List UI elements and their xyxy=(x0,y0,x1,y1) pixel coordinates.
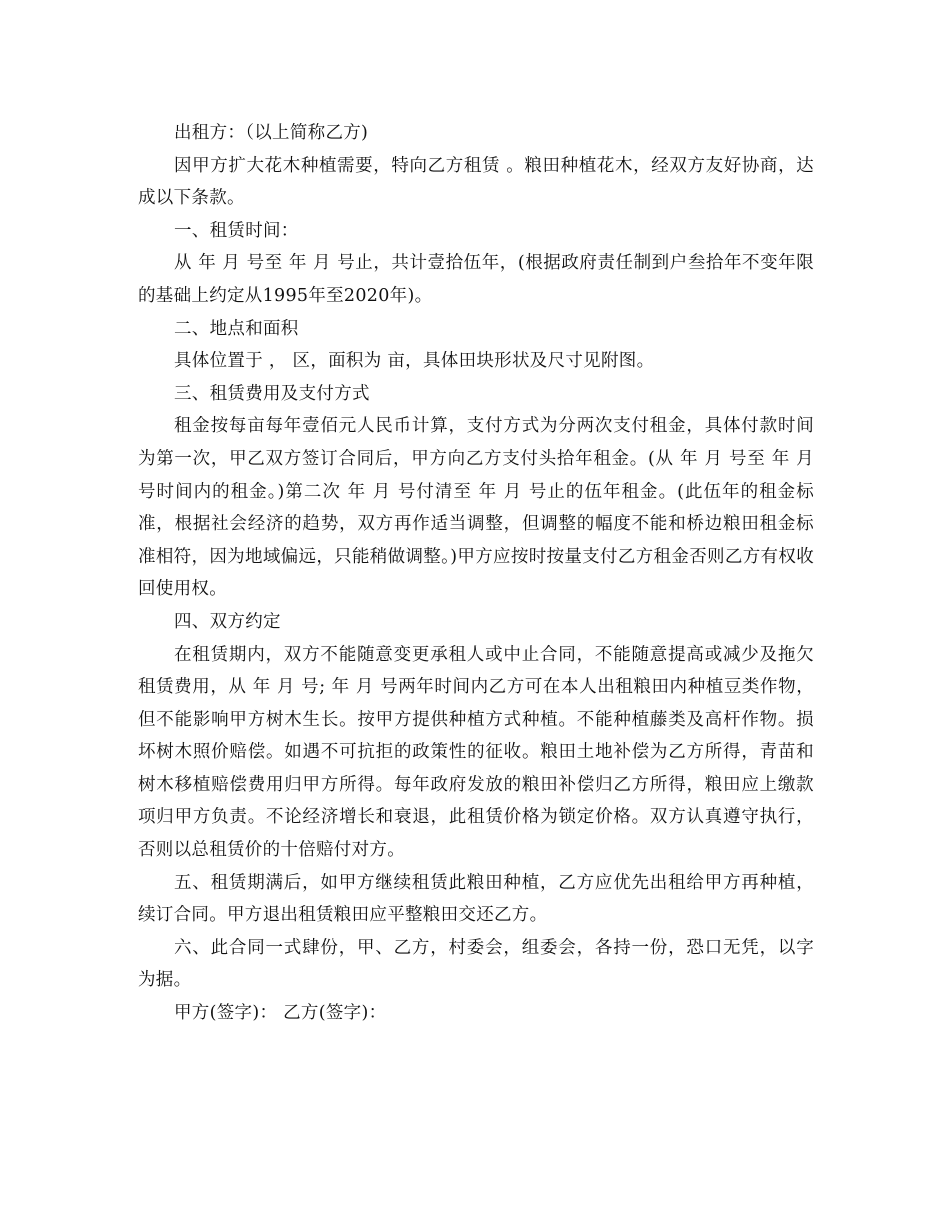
location-area-paragraph: 具体位置于 ， 区，面积为 亩，具体田块形状及尺寸见附图。 xyxy=(174,351,655,372)
copies-paragraph: 六、此合同一式肆份，甲、乙方，村委会，组委会，各持一份，恐口无凭，以字为据。 xyxy=(138,937,814,991)
section-heading-fees-payment: 三、租赁费用及支付方式 xyxy=(174,383,370,404)
contract-body xyxy=(138,117,814,1030)
fees-payment-paragraph: 租金按每亩每年壹佰元人民币计算，支付方式为分两次支付租金，具体付款时间为第一次，甲乙双方签订合同后，甲方向乙方支付头拾年租金。(从 年 月 号至 年 月 号时间内的租金。)第二次 年 月 号付清至 年 月 号止的伍年租金。(此伍年的租金标准，根据社会经济的趋势，双方再作适当调整，但调整的幅度不能和桥边粮田租金标准相符，因为地域偏远，只能稍做调整。)甲方应按时按量支付乙方租金否则乙方有权收回使用权。 xyxy=(138,416,814,600)
signature-line: 甲方(签字)： 乙方(签字)： xyxy=(174,1003,387,1024)
lease-term-paragraph: 从 年 月 号至 年 月 号止，共计壹拾伍年，(根据政府责任制到户叁拾年不变年限的基础上约定从1995年至2020年)。 xyxy=(138,253,814,306)
agreement-paragraph: 在租赁期内，双方不能随意变更承租人或中止合同，不能随意提高或减少及拖欠租赁费用，从 年 月 号; 年 月 号两年时间内乙方可在本人出租粮田内种植豆类作物，但不能影响甲方树木生长。按甲方提供种植方式种植。不能种植藤类及高杆作物。损坏树木照价赔偿。如遇不可抗拒的政策性的征收。粮田土地补偿为乙方所得，青苗和树木移植赔偿费用归甲方所得。每年政府发放的粮田补偿归乙方所得，粮田应上缴款项归甲方负责。不论经济增长和衰退，此租赁价格为锁定价格。双方认真遵守执行，否则以总租赁价的十倍赔付对方。 xyxy=(138,644,814,861)
intro-paragraph: 因甲方扩大花木种植需要，特向乙方租赁 。粮田种植花木，经双方友好协商，达成以下条款。 xyxy=(138,155,814,209)
section-heading-location-area: 二、地点和面积 xyxy=(174,318,299,339)
section-heading-agreement: 四、双方约定 xyxy=(174,611,281,632)
section-heading-lease-term: 一、租赁时间： xyxy=(174,220,299,241)
lessor-line: 出租方：（以上简称乙方) xyxy=(174,123,369,143)
lease-expiry-paragraph: 五、租赁期满后，如甲方继续租赁此粮田种植，乙方应优先出租给甲方再种植，续订合同。甲方退出租赁粮田应平整粮田交还乙方。 xyxy=(138,872,814,926)
